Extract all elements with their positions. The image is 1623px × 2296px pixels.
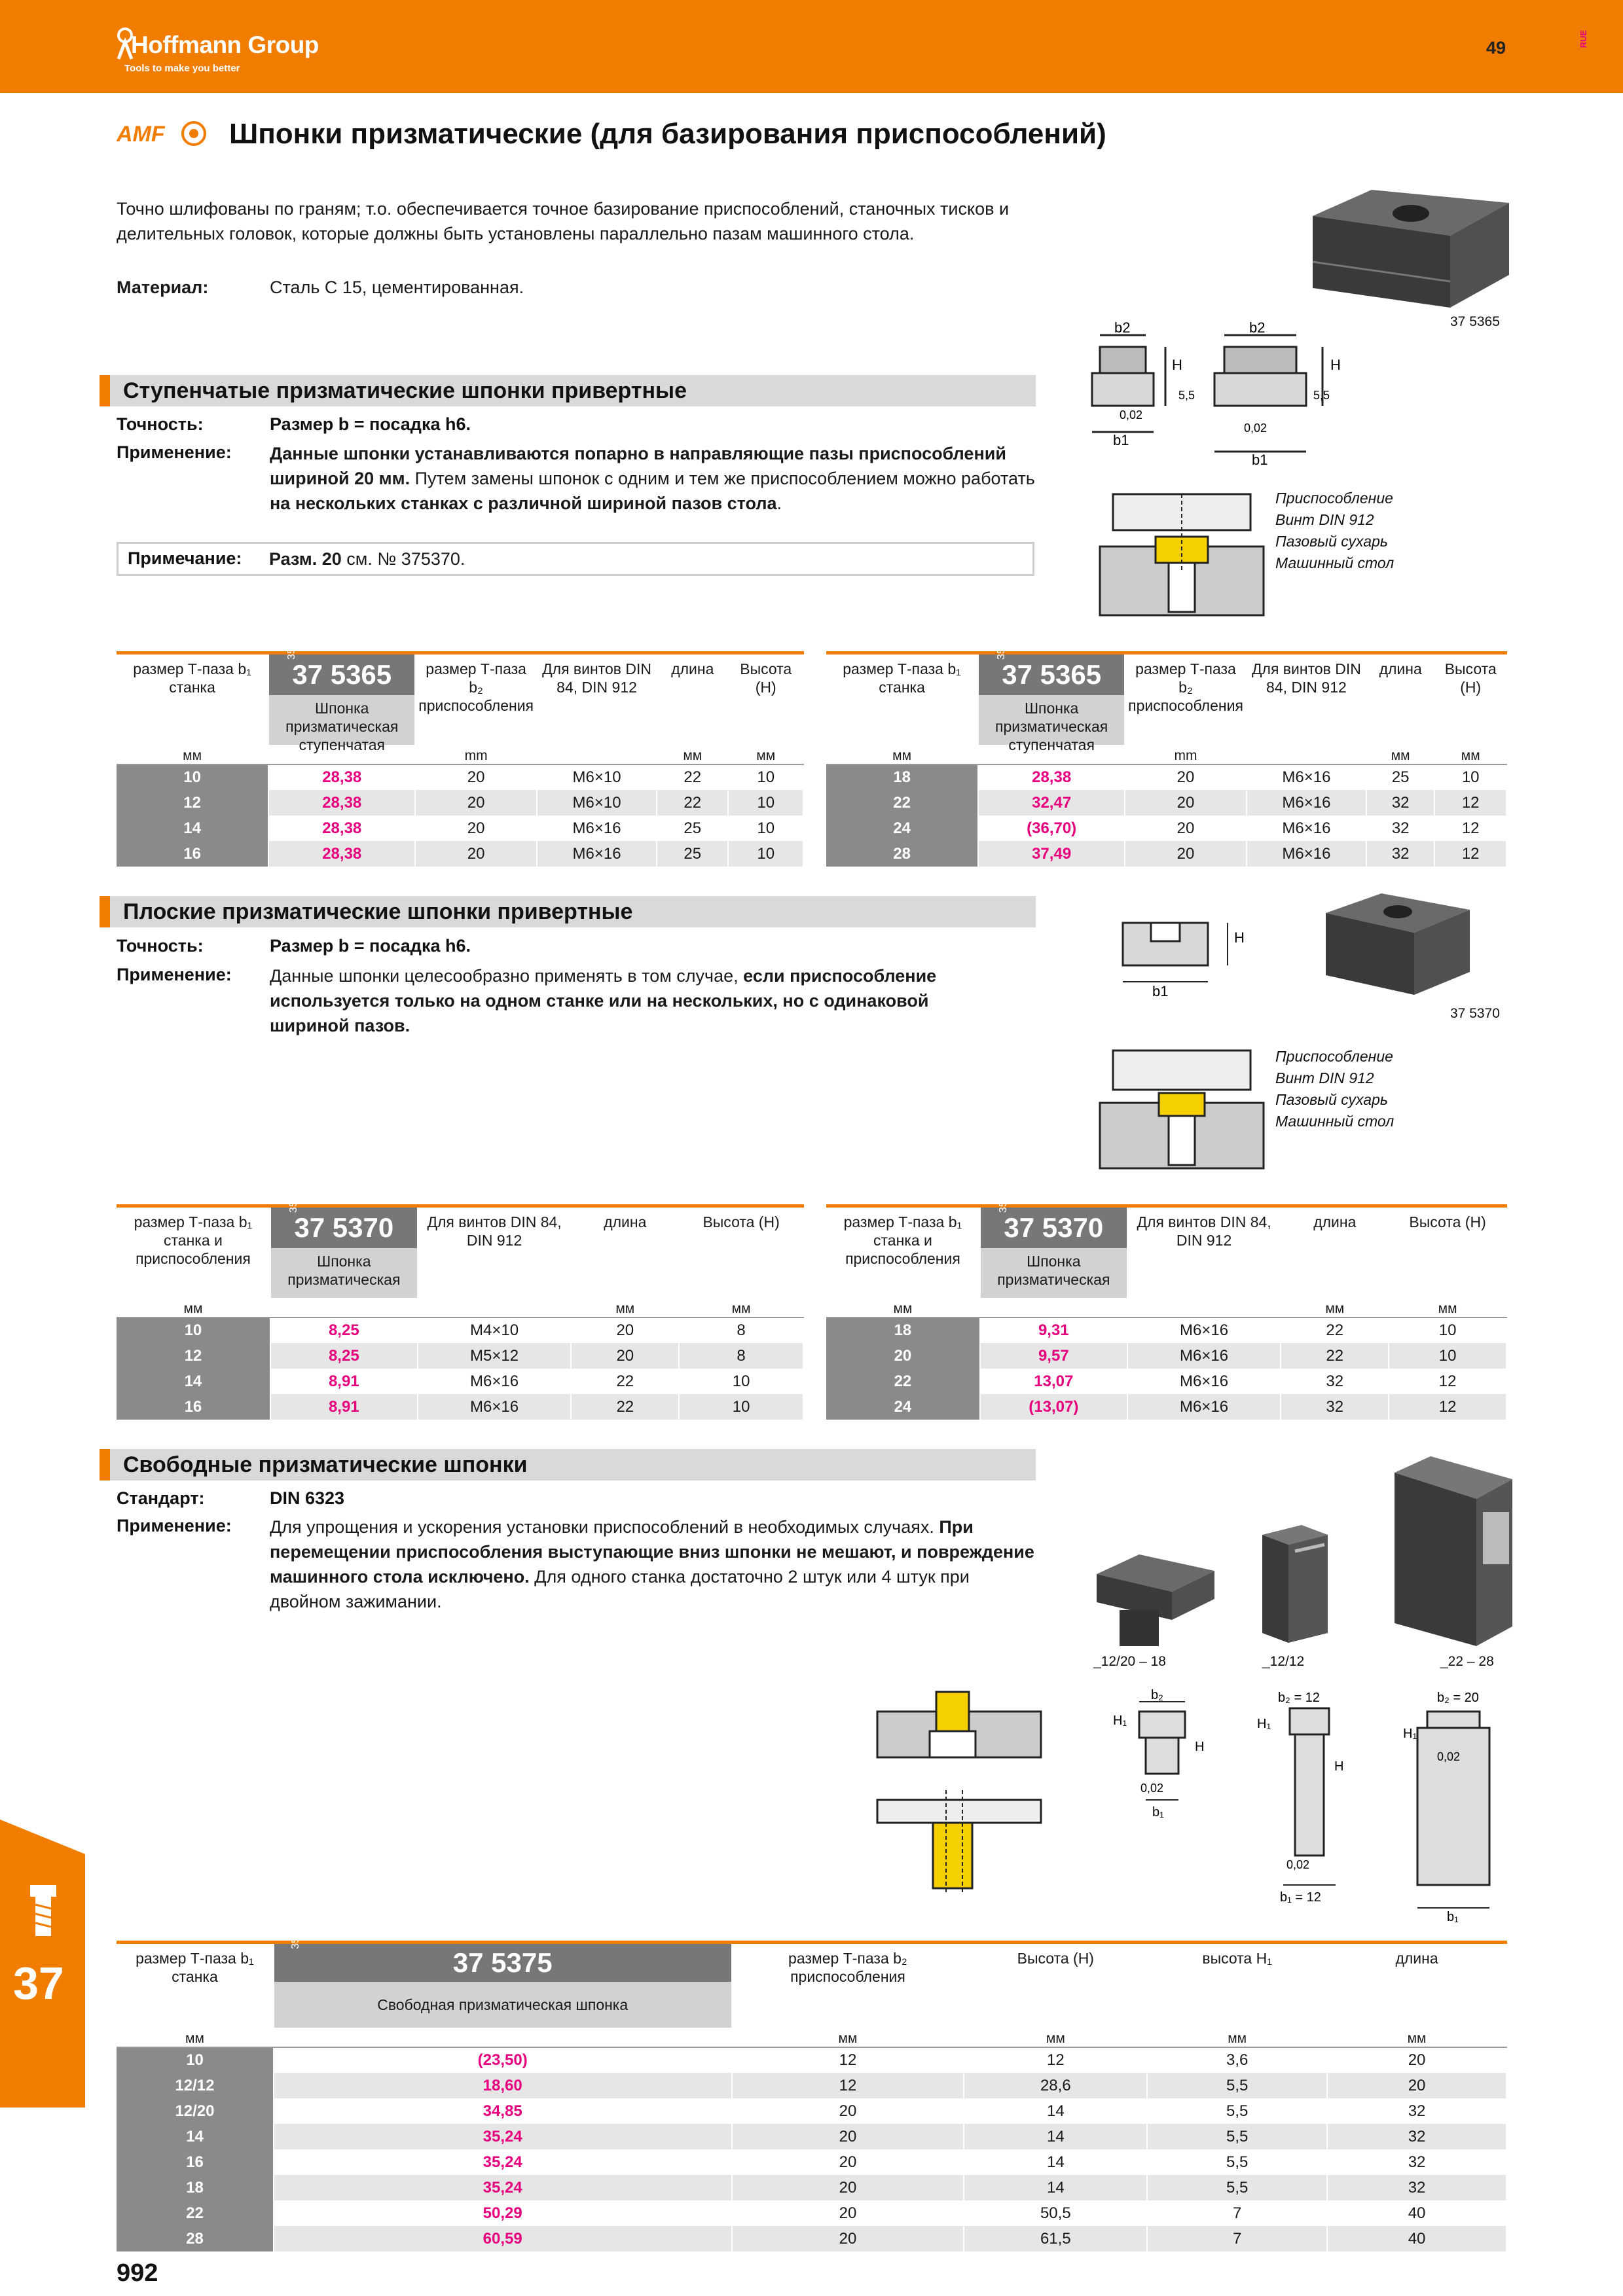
section1-application-text: Данные шпонки устанавливаются попарно в направляющие пазы приспособлений шириной 20 мм. Путем замены шпонок с одним и тем же приспособлением можно работать на нескольких станках с различной шириной пазов стола. — [270, 444, 1035, 513]
svg-text:H: H — [1172, 357, 1182, 373]
svg-text:b₂ = 20: b₂ = 20 — [1437, 1691, 1479, 1705]
svg-text:0,02: 0,02 — [1437, 1750, 1461, 1763]
note-label: Примечание: — [128, 548, 242, 568]
section2-application-label: Применение: — [117, 965, 232, 984]
section3-title: Свободные призматические шпонки — [123, 1452, 528, 1477]
assembly-captions-1: Приспособление Винт DIN 912 Пазовый сухарь Машинный стол — [1275, 490, 1395, 571]
section3-standard-value: DIN 6323 — [270, 1488, 345, 1508]
svg-text:H: H — [1195, 1740, 1205, 1754]
table-row: 18 28,38 20 M6×16 25 10 — [826, 764, 1506, 790]
svg-text:0,02: 0,02 — [1244, 422, 1267, 435]
step-key-drawing — [1080, 321, 1355, 471]
svg-text:H₁: H₁ — [1257, 1717, 1271, 1731]
section1-title: Ступенчатые призматические шпонки привертные — [123, 378, 687, 403]
section2-accuracy-value: Размер b = посадка h6. — [270, 936, 471, 956]
svg-text:b₁: b₁ — [1152, 1805, 1164, 1820]
svg-text:0,02: 0,02 — [1120, 408, 1143, 422]
table-375370-left: размер Т-паза b₁ станка и приспособления 35A 37 5370 Шпонка призматическая Для винтов DIN 84, DIN 912 длина Высота (H) мм мм мм 10 8,25 M4×10 20 8 12 8,25 M5×12 20 8 14 8,91 M6×16 22 10 16 8,91 M6×16 22 10 — [117, 1204, 804, 1420]
svg-text:H: H — [1234, 929, 1245, 946]
table-row: 18 9,31 M6×16 22 10 — [826, 1318, 1506, 1343]
flat-key-drawing — [1113, 910, 1264, 1008]
brand-tagline: Tools to make you better — [124, 63, 240, 74]
photo-free-key-12-12 — [1256, 1522, 1334, 1646]
table-row: 16 8,91 M6×16 22 10 — [117, 1394, 803, 1420]
table-row: 22 50,29 20 50,5 7 40 — [117, 2200, 1506, 2226]
table-row: 28 60,59 20 61,5 7 40 — [117, 2226, 1506, 2251]
table-375365-left: размер Т-паза b₁ станка 35A 37 5365 Шпонка призматическая ступенчатая размер Т-паза b₂ приспособления Для винтов DIN 84, DIN 912 длина Высота (H) мм mm мм мм 10 28,38 20 M6×10 22 10 12 28,38 20 M6×10 22 10 14 28,38 20 M6×16 25 10 16 28,38 20 M6×16 25 10 — [117, 651, 804, 867]
note-text: Разм. 20 см. № 375370. — [269, 549, 465, 569]
table-row: 28 37,49 20 M6×16 32 12 — [826, 841, 1506, 867]
free-key-drawing-a — [1100, 1689, 1224, 1820]
bolt-icon — [25, 1885, 62, 1937]
section-ступенчатые — [100, 375, 1036, 406]
section3-application-label: Применение: — [117, 1516, 232, 1535]
page-number-bottom: 992 — [117, 2259, 158, 2287]
article-375365-right[interactable]: 35A 37 5365 — [979, 655, 1124, 695]
table-375370-right: размер Т-паза b₁ станка и приспособления 35A 37 5370 Шпонка призматическая Для винтов DIN 84, DIN 912 длина Высота (H) мм мм мм 18 9,31 M6×16 22 10 20 9,57 M6×16 22 10 22 13,07 M6×16 32 12 24 (13,07) M6×16 32 12 — [826, 1204, 1507, 1420]
table-375375: размер Т-паза b₁ станка 35A 37 5375 Свободная призматическая шпонка размер Т-паза b₂ приспособления Высота (H) высота H₁ длина мм мм мм мм мм 10 (23,50) 12 12 3,6 20 12/12 18,60 12 28,6 5,5 20 12/20 34,85 20 14 5,5 32 14 35,24 20 14 5,5 32 16 35,24 20 14 5,5 32 18 35,24 20 14 5,5 32 22 50,29 20 50,5 7 40 28 60,59 20 61,5 7 40 — [117, 1941, 1507, 2251]
amf-logo-text: AMF — [117, 122, 165, 147]
svg-text:b₂: b₂ — [1151, 1689, 1163, 1702]
table-row: 24 (13,07) M6×16 32 12 — [826, 1394, 1506, 1420]
svg-text:5,5: 5,5 — [1178, 389, 1195, 402]
table-row: 22 32,47 20 M6×16 32 12 — [826, 790, 1506, 816]
svg-text:H: H — [1334, 1759, 1344, 1774]
photo-label-12-12: _12/12 — [1262, 1654, 1305, 1669]
section1-application-label: Применение: — [117, 442, 232, 462]
section2-title: Плоские призматические шпонки привертные — [123, 899, 633, 924]
section-свободные — [100, 1449, 1036, 1480]
svg-text:b1: b1 — [1152, 983, 1169, 999]
photo-label-22-28: _22 – 28 — [1440, 1654, 1494, 1669]
svg-text:b2: b2 — [1249, 321, 1266, 336]
page-number-top: 49 — [1486, 38, 1506, 58]
flat-key-assembly-drawing — [1093, 1047, 1270, 1172]
section1-accuracy-value: Размер b = посадка h6. — [270, 414, 471, 434]
svg-text:H: H — [1330, 357, 1341, 373]
brand-name[interactable]: Hoffmann Group — [131, 31, 319, 58]
table-row: 16 35,24 20 14 5,5 32 — [117, 2149, 1506, 2175]
table-row: 16 28,38 20 M6×16 25 10 — [117, 841, 803, 867]
photo-label-375370: 37 5370 — [1450, 1006, 1500, 1021]
product-photo-375365 — [1300, 190, 1516, 314]
svg-text:b₂ = 12: b₂ = 12 — [1278, 1691, 1320, 1705]
section1-accuracy-label: Точность: — [117, 414, 204, 434]
table-row: 22 13,07 M6×16 32 12 — [826, 1369, 1506, 1394]
page-title: Шпонки призматические (для базирования приспособлений) — [229, 118, 1106, 150]
svg-text:5,5: 5,5 — [1313, 389, 1330, 402]
intro-text: Точно шлифованы по граням; т.о. обеспечивается точное базирование приспособлений, станочных тисков и делительных головок, которые должны быть установлены параллельно пазам машинного стола. — [117, 199, 1010, 243]
section3-standard-label: Стандарт: — [117, 1488, 205, 1508]
assembly-captions-2: Приспособление Винт DIN 912 Пазовый сухарь Машинный стол — [1275, 1048, 1395, 1130]
free-key-drawing-b — [1250, 1689, 1381, 1905]
photo-label-375365: 37 5365 — [1450, 314, 1500, 329]
section-плоские — [100, 896, 1036, 927]
step-key-assembly-drawing — [1093, 488, 1270, 619]
article-375370-right[interactable]: 35A 37 5370 — [981, 1208, 1127, 1248]
table-row: 24 (36,70) 20 M6×16 32 12 — [826, 816, 1506, 841]
amf-logo — [117, 119, 215, 148]
table-row: 10 8,25 M4×10 20 8 — [117, 1318, 803, 1343]
table-375365-right: размер Т-паза b₁ станка 35A 37 5365 Шпонка призматическая ступенчатая размер Т-паза b₂ приспособления Для винтов DIN 84, DIN 912 длина Высота (H) мм mm мм мм 18 28,38 20 M6×16 25 10 22 32,47 20 M6×16 32 12 24 (36,70) 20 M6×16 32 12 28 37,49 20 M6×16 32 12 — [826, 651, 1507, 867]
section1-note-box — [117, 542, 1034, 576]
table-row: 10 (23,50) 12 12 3,6 20 — [117, 2047, 1506, 2073]
product-photo-375370 — [1322, 893, 1473, 998]
chapter-number: 37 — [13, 1958, 64, 2009]
table-row: 14 8,91 M6×16 22 10 — [117, 1369, 803, 1394]
table-row: 14 35,24 20 14 5,5 32 — [117, 2124, 1506, 2149]
svg-text:b1: b1 — [1113, 432, 1129, 448]
svg-text:H₁: H₁ — [1113, 1713, 1127, 1728]
table-row: 12/12 18,60 12 28,6 5,5 20 — [117, 2073, 1506, 2098]
free-key-assembly-drawing — [874, 1666, 1044, 1908]
table-row: 12 8,25 M5×12 20 8 — [117, 1343, 803, 1369]
svg-text:0,02: 0,02 — [1286, 1858, 1310, 1871]
material-value: Сталь С 15, цементированная. — [270, 278, 524, 297]
section2-application-text: Данные шпонки целесообразно применять в том случае, если приспособление используется только на одном станке или на нескольких, но с одинаковой шириной пазов. — [270, 966, 937, 1035]
svg-text:0,02: 0,02 — [1140, 1782, 1164, 1795]
section2-accuracy-label: Точность: — [117, 936, 204, 956]
svg-text:b₁ = 12: b₁ = 12 — [1280, 1890, 1321, 1905]
table-row: 12/20 34,85 20 14 5,5 32 — [117, 2098, 1506, 2124]
article-375370[interactable]: 35A 37 5370 — [271, 1208, 417, 1248]
table-row: 14 28,38 20 M6×16 25 10 — [117, 816, 803, 841]
svg-text:b₁: b₁ — [1447, 1910, 1459, 1924]
photo-free-key-12-20 — [1093, 1551, 1218, 1649]
material-label: Материал: — [117, 278, 209, 297]
article-375375[interactable]: 35A 37 5375 — [274, 1944, 731, 1982]
svg-text:H₁: H₁ — [1403, 1727, 1417, 1741]
table-row: 18 35,24 20 14 5,5 32 — [117, 2175, 1506, 2200]
article-375365[interactable]: 35A 37 5365 — [269, 655, 414, 695]
side-tag: RUE — [1578, 29, 1589, 48]
col-slot: размер Т-паза b₁ станка — [117, 653, 268, 745]
photo-free-key-22-28 — [1385, 1453, 1516, 1649]
table-row: 12 28,38 20 M6×10 22 10 — [117, 790, 803, 816]
svg-text:b2: b2 — [1114, 321, 1131, 336]
photo-label-12-20: _12/20 – 18 — [1093, 1654, 1166, 1669]
table-row: 10 28,38 20 M6×10 22 10 — [117, 764, 803, 790]
table-row: 20 9,57 M6×16 22 10 — [826, 1343, 1506, 1369]
svg-text:b1: b1 — [1252, 452, 1268, 468]
free-key-drawing-c — [1398, 1689, 1509, 1924]
section3-application-text: Для упрощения и ускорения установки приспособлений в необходимых случаях. При перемещении приспособления выступающие вниз шпонки не мешают, и повреждение машинного стола исключено. Для одного станка достаточно 2 штук или 4 штук при двойном зажимании. — [270, 1517, 1034, 1611]
